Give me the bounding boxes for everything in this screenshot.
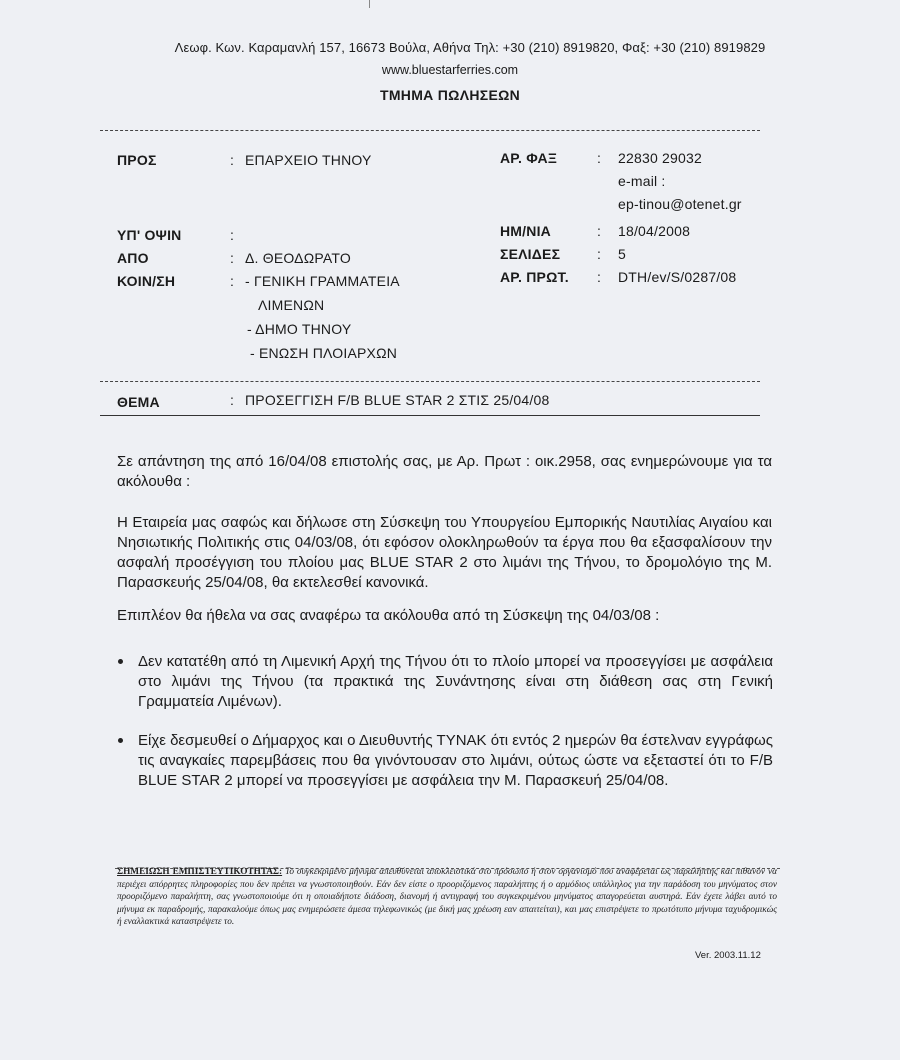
from-label: ΑΠΟ	[117, 250, 149, 266]
pages-label: ΣΕΛΙΔΕΣ	[500, 246, 561, 262]
divider-subject-bottom	[100, 415, 760, 416]
fax-value: 22830 29032	[618, 150, 702, 166]
to-label: ΠΡΟΣ	[117, 152, 157, 168]
fax-colon: :	[597, 150, 601, 166]
divider-top	[100, 130, 760, 131]
body-paragraph: Σε απάντηση της από 16/04/08 επιστολής σας, με Αρ. Πρωτ : οικ.2958, σας ενημερώνουμε για τα ακόλουθα :	[117, 453, 772, 490]
bullet-icon	[118, 659, 123, 664]
cc-item: - ΔΗΜΟ ΤΗΝΟΥ	[247, 321, 352, 337]
email-value: ep-tinou@otenet.gr	[618, 196, 742, 212]
email-label: e-mail :	[618, 173, 666, 189]
cc-item: - ΕΝΩΣΗ ΠΛΟΙΑΡΧΩΝ	[250, 345, 398, 361]
cc-item: - ΓΕΝΙΚΗ ΓΡΑΜΜΑΤΕΙΑ	[245, 273, 400, 289]
version-label: Ver. 2003.11.12	[695, 950, 761, 961]
cc-label: ΚΟΙΝ/ΣΗ	[117, 273, 176, 289]
department-title: ΤΜΗΜΑ ΠΩΛΗΣΕΩΝ	[379, 87, 521, 103]
attn-label: ΥΠ' ΟΨΙΝ	[117, 227, 182, 243]
body-paragraph: Η Εταιρεία μας σαφώς και δήλωσε στη Σύσκεψη του Υπουργείου Εμπορικής Ναυτιλίας Αιγαίου και Νησιωτικής Πολιτικής στις 04/03/08, ότι εφόσον ολοκληρωθούν τα έργα που θα εξασφαλίσουν την ασφαλή προσέγγιση του πλοίου μας BLUE STAR 2 στο λιμάνι της Τήνου, το δρομολόγιο της Μ. Παρασκευής 25/04/08, θα εκτελεσθεί κανονικά.	[117, 514, 772, 591]
date-value: 18/04/2008	[618, 223, 691, 239]
confidentiality-note	[117, 866, 777, 929]
to-value: ΕΠΑΡΧΕΙΟ ΤΗΝΟΥ	[245, 152, 372, 168]
ref-value: DTH/ev/S/0287/08	[618, 269, 737, 285]
list-item: Είχε δεσμευθεί ο Δήμαρχος και ο Διευθυντής ΤΥΝΑΚ ότι εντός 2 ημερών θα έστελναν εγγράφως τις αναγκαίες παρεμβάσεις που θα γινόντουσαν στο λιμάνι, ούτως ώστε να εξεταστεί ότι το F/B BLUE STAR 2 μπορεί να προσεγγίσει με ασφάλεια την Μ. Παρασκευή 25/04/08.	[138, 732, 773, 789]
confidentiality-title: ΣΗΜΕΙΩΣΗ ΕΜΠΙΣΤΕΥΤΙΚΟΤΗΤΑΣ:	[117, 867, 283, 877]
scan-mark	[369, 0, 370, 8]
from-value: Δ. ΘΕΟΔΩΡΑΤΟ	[245, 250, 351, 266]
subject-value: ΠΡΟΣΕΓΓΙΣΗ F/B BLUE STAR 2 ΣΤΙΣ 25/04/08	[245, 392, 550, 408]
company-address: Λεωφ. Κων. Καραμανλή 157, 16673 Βούλα, Αθήνα Τηλ: +30 (210) 8919820, Φαξ: +30 (210) 8919829	[174, 40, 766, 55]
to-colon: :	[230, 152, 234, 168]
company-website: www.bluestarferries.com	[381, 63, 519, 77]
pages-colon: :	[597, 246, 601, 262]
subject-label: ΘΕΜΑ	[117, 394, 160, 410]
bullet-icon	[118, 738, 123, 743]
from-colon: :	[230, 250, 234, 266]
ref-label: ΑΡ. ΠΡΩΤ.	[500, 269, 569, 285]
date-colon: :	[597, 223, 601, 239]
pages-value: 5	[618, 246, 626, 262]
cc-colon: :	[230, 273, 234, 289]
fax-label: ΑΡ. ΦΑΞ	[500, 150, 558, 166]
date-label: ΗΜ/ΝΙΑ	[500, 223, 551, 239]
confidentiality-text: Το συγκεκριμένο μήνυμα απευθύνεται αποκλειστικά στο πρόσωπο ή στον οργανισμό που αναφέρεται ως παραλήπτης και πιθανόν να περιέχει απόρρητες πληροφορίες που δεν πρέπει να γνωστοποιηθούν. Εάν δεν είστε ο προοριζόμενος παραλήπτης ή ο αρμόδιος υπάλληλος για την παράδοση του μηνύματος στον προοριζόμενο παραλήπτη, σας γνωστοποιούμε ότι η οποιαδήποτε διάδοση, διανομή ή αντιγραφή του συγκεκριμένου μηνύματος απαγορεύεται αυστηρά. Εάν έχετε λάβει αυτό το μήνυμα εκ παραδρομής, παρακαλούμε όπως μας ενημερώσετε άμεσα τηλεφωνικώς (με δική μας χρέωση εαν απαιτείται), και μας επιστρέψετε το πρωτότυπο μήνυμα ταχυδρομικώς ή εναλλακτικά καταστρέψετε το.	[117, 867, 777, 927]
ref-colon: :	[597, 269, 601, 285]
cc-item: ΛΙΜΕΝΩΝ	[258, 297, 325, 313]
body-paragraph: Επιπλέον θα ήθελα να σας αναφέρω τα ακόλουθα από τη Σύσκεψη της 04/03/08 :	[117, 607, 660, 624]
list-item: Δεν κατατέθη από τη Λιμενική Αρχή της Τήνου ότι το πλοίο μπορεί να προσεγγίσει με ασφάλεια στο λιμάνι της Τήνου (τα πρακτικά της Συνάντησης είναι στη διάθεση σας στη Γενική Γραμματεία Λιμένων).	[138, 653, 773, 710]
attn-colon: :	[230, 227, 234, 243]
subject-colon: :	[230, 392, 234, 408]
divider-subject-top	[100, 381, 760, 382]
